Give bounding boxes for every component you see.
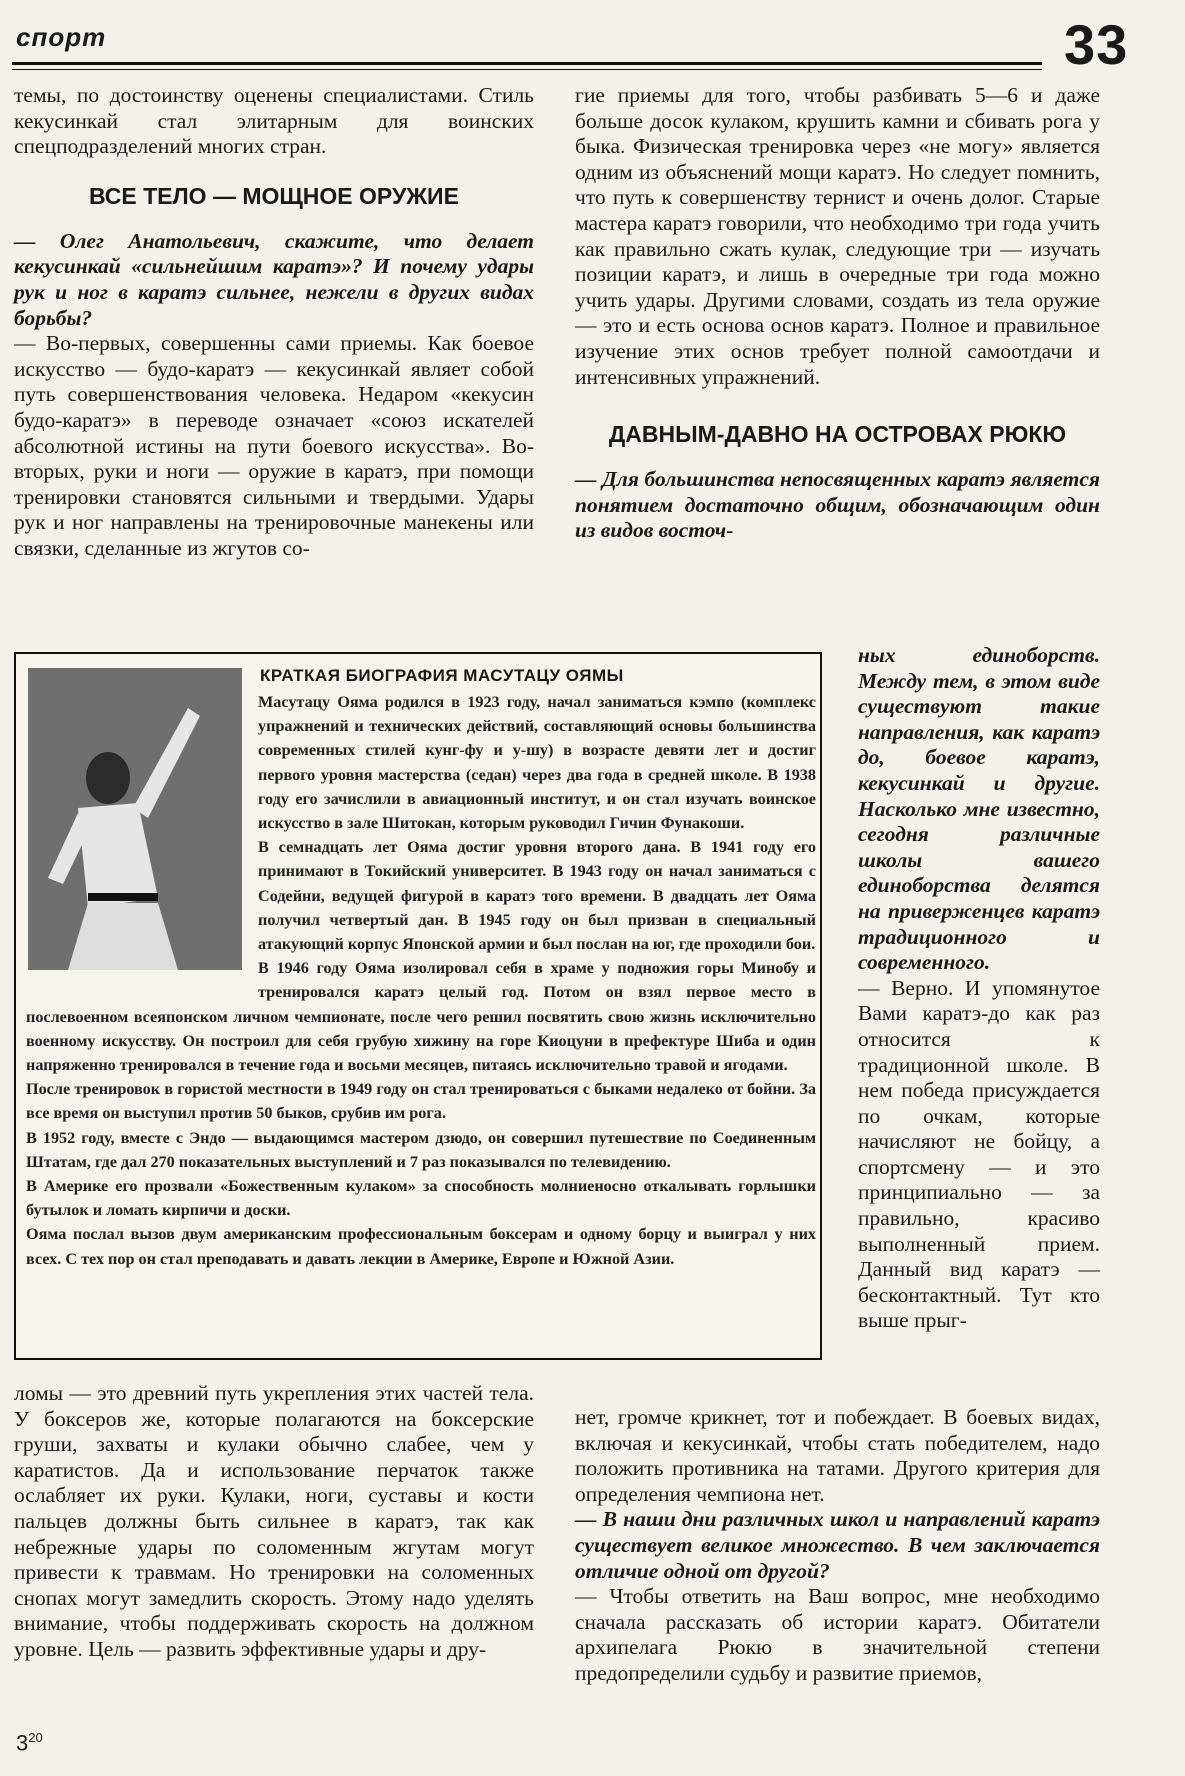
answer-1: — Во-первых, совершенны сами приемы. Как боевое искусство — будо-каратэ — кекусинкай являет собой путь совершенствования человека. Недаром «кекусин будо-каратэ» в переводе означает «союз искателей абсолютной истины на пути боевого искусства». Во-вторых, руки и ноги — оружие в каратэ, при помощи тренировки становятся сильными и твердыми. Удары рук и ног направлены на тренировочные манекены или связки, сделанные из жгутов со- [14,331,534,560]
question-2: — Для большинства непосвященных каратэ является понятием достаточно общим, обозначающим один из видов восточ- [575,467,1100,543]
header-rule-thin [12,69,1042,70]
bio-paragraph: В Америке его прозвали «Божественным кулаком» за способность молниеносно откалывать горлышки бутылок и ломать кирпичи и доски. [26,1177,816,1220]
paragraph: гие приемы для того, чтобы разбивать 5—6 и даже больше досок кулаком, крушить камни и сбивать рога у быка. Физическая тренировка через «не могу» является одним из объяснений мощи каратэ. Но следует помнить, что путь к совершенству тернист и очень долог. Старые мастера каратэ говорили, что необходимо три года учить как правильно сжать кулак, следующие три — изучать позиции каратэ, и лишь в очередные три года можно учить удары. Другими словами, создать из тела оружие — это и есть основа основ каратэ. Полное и правильное изучение этих основ требует полной самоотдачи и интенсивных упражнений. [575,83,1100,389]
bio-paragraph: В 1946 году Ояма изолировал себя в храме у подножия горы Минобу и тренировался каратэ целый год. Потом он взял первое место в послевоенном всеяпонском личном чемпионате, после чего решил посвятить свою жизнь исключительно военному искусству. Он построил для себя грубую хижину на горе Киоцуни в префектуре Шиба и один напряженно тренировался в течение года и восьми месяцев, питаясь исключительно травой и ягодами. [26,959,816,1075]
heading-whole-body: ВСЕ ТЕЛО — МОЩНОЕ ОРУЖИЕ [89,182,459,209]
right-column-top [575,83,1100,544]
left-column-bottom [14,1381,534,1663]
question-3: — В наши дни различных школ и направлений каратэ существует великое множество. В чем заключается отличие одной от другой? [575,1507,1100,1583]
page-number: 33 [1064,13,1129,76]
biography-box [14,652,822,1360]
paragraph: ломы — это древний путь укрепления этих частей тела. У боксеров же, которые полагаются на боксерские груши, захваты и кулаки обычно слабее, чем у каратистов. Да и использование перчаток также ослабляет их руки. Кулаки, ноги, суставы и кости пальцев должны быть сильнее в каратэ, так как небрежные удары по соломенным жгутам могут привести к травмам. Но тренировки на соломенных снопах могут замедлить скорость. Этому надо уделять внимание, чтобы поддерживать скорость на должном уровне. Цель — развить эффективные удары и дру- [14,1381,534,1661]
answer-2: — Верно. И упомянутое Вами каратэ-до как раз относится к традиционной школе. В нем победа присуждается по очкам, которые начисляют не бойцу, а спортсмену — и это принципиально — за правильно, красиво выполненный прием. Данный вид каратэ — бесконтактный. Тут кто выше прыг- [858,975,1100,1333]
issue-sup: 20 [28,1730,43,1745]
right-column-bottom [575,1405,1100,1687]
bio-paragraph: Масутацу Ояма родился в 1923 году, начал заниматься кэмпо (комплекс упражнений и технических действий, составляющий основы большинства современных стилей кунг-фу и у-шу) в возрасте девяти лет и достиг первого уровня мастерства (седан) через два года в средней школе. В 1938 году его зачислили в авиационный институт, и он стал изучать воинское искусство в зале Шитокан, которым руководил Гичин Фунакоши. [258,693,816,833]
question-2-cont: ных единоборств. Между тем, в этом виде существуют такие направления, как каратэ до, боевое каратэ, кекусинкай и другие. Насколько мне известно, сегодня различные школы вашего единоборства делятся на приверженцев каратэ традиционного и современного. [858,643,1100,975]
header-rule [12,62,1042,65]
left-column-top [14,83,534,562]
bio-paragraph: Ояма послал вызов двум американским профессиональным боксерам и одному борцу и выиграл у них всех. С тех пор он стал преподавать и давать лекции в Америке, Европе и Южной Азии. [26,1225,816,1268]
paragraph: темы, по достоинству оценены специалистами. Стиль кекусинкай стал элитарным для воинских спецподразделений многих стран. [14,83,534,159]
bio-title: КРАТКАЯ БИОГРАФИЯ МАСУТАЦУ ОЯМЫ [260,666,624,685]
answer-3: — Чтобы ответить на Ваш вопрос, мне необходимо сначала рассказать об истории каратэ. Обитатели архипелага Рюкю в значительной степени предопределили судьбу и развитие приемов, [575,1584,1100,1685]
bio-text [26,690,816,1271]
question-1: — Олег Анатольевич, скажите, что делает кекусинкай «сильнейшим каратэ»? И почему удары рук и ног в каратэ сильнее, нежели в другиx видах борьбы? [14,228,534,330]
heading-ryukyu: ДАВНЫМ-ДАВНО НА ОСТРОВАХ РЮКЮ [608,421,1067,448]
issue-number [16,1730,43,1756]
answer-2-cont: нет, громче крикнет, тот и побеждает. В боевых видах, включая и кекусинкай, чтобы стать победителем, надо положить противника на татами. Другого критерия для определения чемпиона нет. [575,1405,1100,1506]
bio-paragraph: В 1952 году, вместе с Эндо — выдающимся мастером дзюдо, он совершил путешествие по Соединенным Штатам, где дал 270 показательных выступлений и 7 раз показывался по телевидению. [26,1128,816,1171]
right-column-narrow [858,643,1100,1334]
page-header [12,13,1129,76]
bio-paragraph: После тренировок в гористой местности в 1949 году он стал тренироваться с быками недалеко от бойни. За все время он выступил против 50 быков, срубив им рога. [26,1080,816,1123]
section-label: спорт [16,22,107,52]
bio-paragraph: В семнадцать лет Ояма достиг уровня второго дана. В 1941 году его принимают в Токийский университет. В 1943 году он начал заниматься с Содейни, ведущей фигурой в каратэ того времени. В двадцать лет Ояма получил четвертый дан. В 1945 году он был призван в специальный атакующий корпус Японской армии и был послан на юг, где проходили бои. [258,838,816,954]
issue-main: 3 [16,1730,29,1756]
